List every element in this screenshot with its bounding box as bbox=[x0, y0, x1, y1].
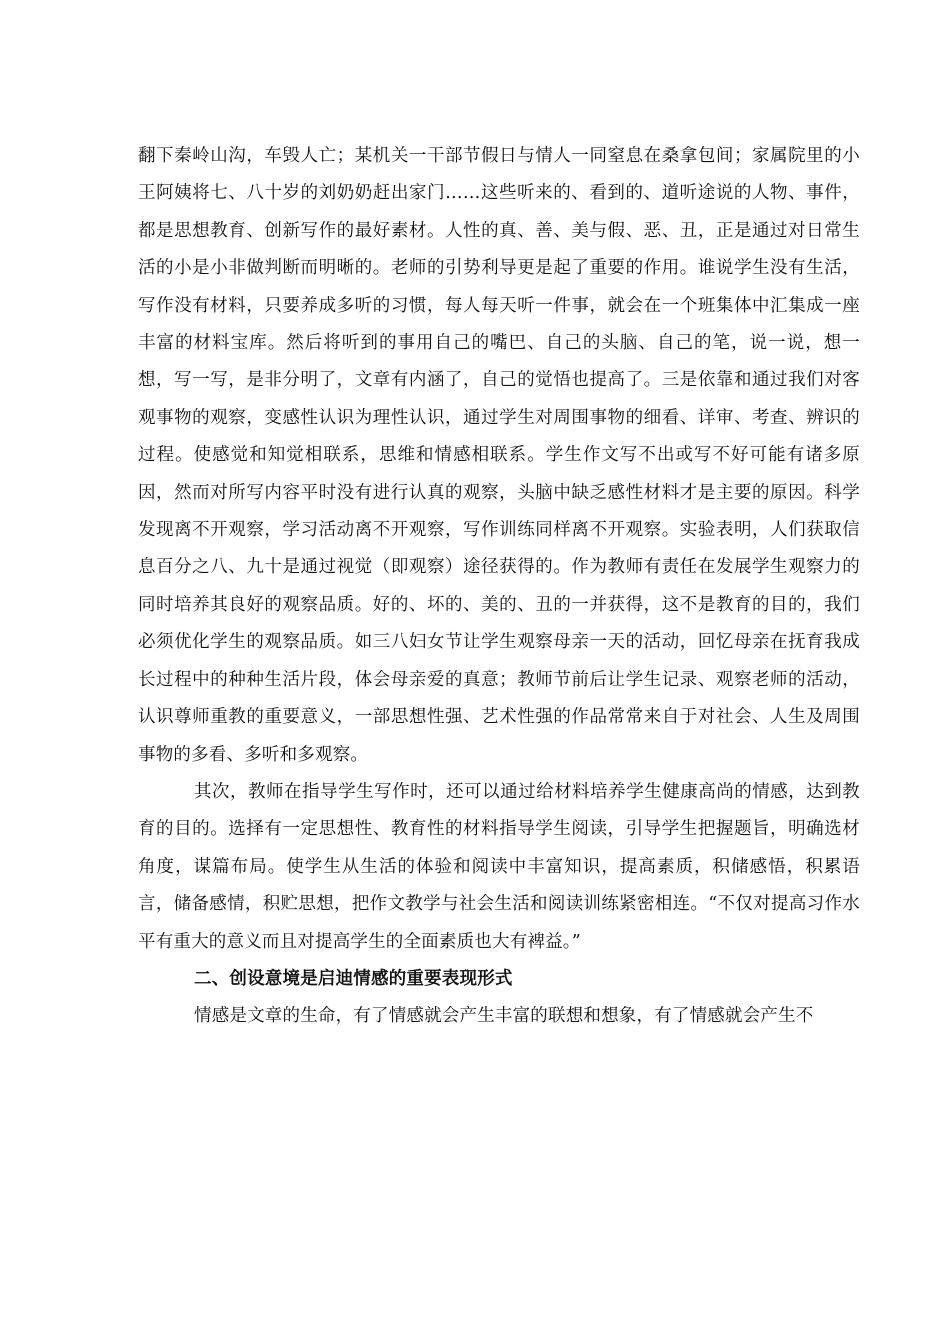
body-paragraph: 情感是文章的生命，有了情感就会产生丰富的联想和想象，有了情感就会产生不 bbox=[194, 1006, 814, 1027]
body-paragraph: 其次，教师在指导学生写作时，还可以通过给材料培养学生健康高尚的情感，达到教育的目的。选择有一定思想性、教育性的材料指导学生阅读，引导学生把握题旨，明确选材角度，谋篇布局。使学生从生活的体验和阅读中丰富知识，提高素质，积储感悟，积累语言，储备感情，积贮思想，把作文教学与社会生活和阅读训练紧密相连。“不仅对提高习作水平有重大的意义而且对提高学生的全面素质也大有裨益。” bbox=[138, 781, 860, 952]
body-paragraph: 翻下秦岭山沟，车毁人亡；某机关一干部节假日与情人一同窒息在桑拿包间；家属院里的小王阿姨将七、八十岁的刘奶奶赶出家门……这些听来的、看到的、道听途说的人物、事件，都是思想教育、创新写作的最好素材。人性的真、善、美与假、恶、丑，正是通过对日常生活的小是小非做判断而明晰的。老师的引势利导更是起了重要的作用。谁说学生没有生活，写作没有材料，只要养成多听的习惯，每人每天听一件事，就会在一个班集体中汇集成一座丰富的材料宝库。然后将听到的事用自己的嘴巴、自己的头脑、自己的笔，说一说，想一想，写一写，是非分明了，文章有内涵了，自己的觉悟也提高了。三是依靠和通过我们对客观事物的观察，变感性认识为理性认识，通过学生对周围事物的细看、详审、考查、辨识的过程。使感觉和知觉相联系，思维和情感相联系。学生作文写不出或写不好可能有诸多原因，然而对所写内容平时没有进行认真的观察，头脑中缺乏感性材料才是主要的原因。科学发现离不开观察，学习活动离不开观察，写作训练同样离不开观察。实验表明，人们获取信息百分之八、九十是通过视觉（即观察）途径获得的。作为教师有责任在发展学生观察力的同时培养其良好的观察品质。好的、坏的、美的、丑的一并获得，这不是教育的目的，我们必须优化学生的观察品质。如三八妇女节让学生观察母亲一天的活动，回忆母亲在抚育我成长过程中的种种生活片段，体会母亲爱的真意；教师节前后让学生记录、观察老师的活动，认识尊师重教的重要意义，一部思想性强、艺术性强的作品常常来自于对社会、人生及周围事物的多看、多听和多观察。 bbox=[138, 146, 860, 765]
document-body bbox=[138, 138, 860, 1036]
section-heading: 二、创设意境是启迪情感的重要表现形式 bbox=[194, 968, 513, 989]
